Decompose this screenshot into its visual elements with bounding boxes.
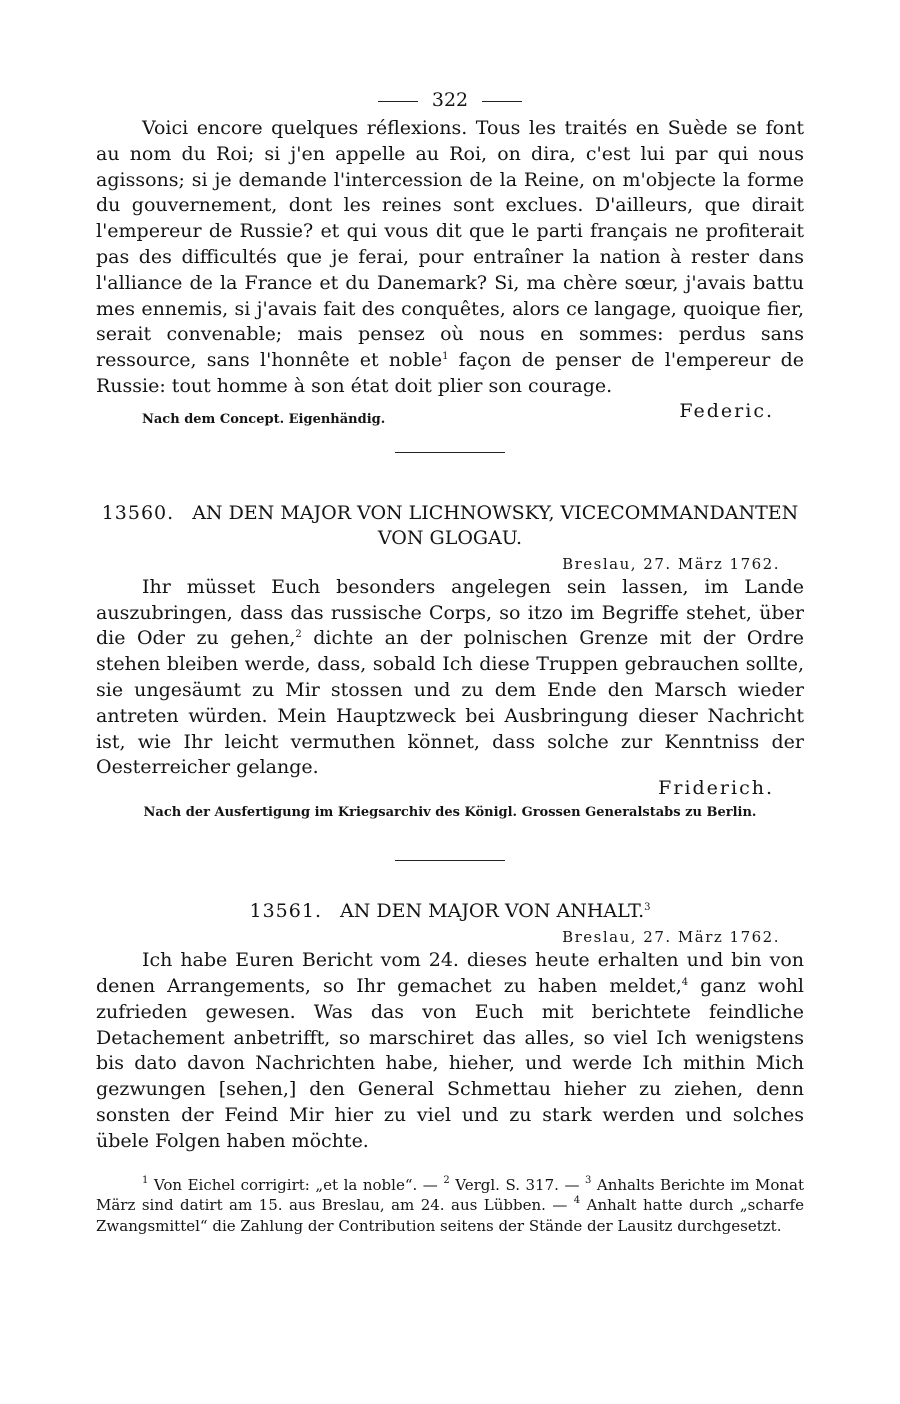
page-number: 322 — [431, 89, 469, 111]
letter-number: 13561. — [249, 900, 322, 923]
footnote-text: Von Eichel corrigirt: „et la noble“. — — [148, 1175, 444, 1194]
footnotes — [96, 1175, 804, 1237]
page-header — [96, 88, 804, 116]
signature: Federic. — [679, 399, 774, 422]
header-dash-left — [378, 101, 418, 102]
source-note: Nach der Ausfertigung im Kriegsarchiv des Königl. Grossen Generalstabs zu Berlin. — [143, 805, 757, 821]
letter-text-part: dichte an der polnischen Grenze mit der Ordre stehen bleiben werde, dass, sobald Ich diese Truppen gebrauchen sollte, sie ungesäumt zu Mir stossen und zu dem Ende den Marsch wieder antreten würden. Mein Hauptzweck bei Ausbringung dieser Nachricht ist, wie Ihr leicht vermuthen könnet, dass solche zur Kenntniss der Oesterreicher gelange. — [96, 627, 804, 779]
letter-text — [96, 575, 804, 781]
footnote-marker: 3 — [644, 902, 651, 914]
letter-number: 13560. — [101, 501, 175, 524]
letter-text-part: Ihr müsset Euch besonders angelegen sein lassen, im Lande auszubringen, dass das russische Corps, so itzo im Begriffe stehet, über die Oder zu gehen, — [96, 575, 804, 650]
letter-text — [96, 948, 804, 1154]
footnote-text: Anhalt hatte durch „scharfe Zwangsmittel“ die Zahlung der Contribution seitens der Stände der Lausitz durchgesetzt. — [96, 1196, 804, 1235]
footnote-marker: 1 — [442, 351, 449, 363]
footnote-marker: 3 — [584, 1174, 592, 1186]
letter-heading — [96, 501, 804, 551]
footnote-marker: 4 — [573, 1195, 581, 1207]
closing-line — [96, 777, 804, 800]
letter-date: Breslau, 27. März 1762. — [562, 554, 780, 573]
footnote-marker: 1 — [142, 1174, 149, 1186]
french-text-part: Voici encore quelques réflexions. Tous les traités en Suède se font au nom du Roi; si j'en appelle au Roi, on dira, c'est lui par qui nous agissons; si je demande l'intercession de la Reine, on m'objecte la forme du gouvernement, dont les reines sont exclues. D'ailleurs, que dirait l'empereur de Russie? et qui vous dit que le parti français ne profiterait pas des difficultés que je ferai, pour entraîner la nation à rester dans l'alliance de la France et du Danemark? Si, ma chère sœur, j'avais battu mes ennemis, si j'avais fait des conquêtes, alors ce langage, quoique fier, serait convenable; mais pensez où nous en sommes: perdus sans ressource, sans l'honnête et noble — [96, 117, 804, 372]
french-text-part: façon de penser de l'empereur de Russie: tout homme à son état doit plier son courage. — [96, 349, 804, 397]
footnote-text: Anhalts Berichte im Monat März sind datirt am 15. aus Breslau, am 24. aus Lübben. — — [96, 1175, 804, 1215]
footnote-marker: 4 — [681, 976, 689, 988]
signature: Friderich. — [658, 777, 774, 800]
footnote-marker: 2 — [295, 629, 302, 641]
footnote-text: Vergl. S. 317. — — [449, 1175, 585, 1194]
letter-heading — [96, 899, 804, 924]
letter-text-part: Ich habe Euren Bericht vom 24. dieses heute erhalten und bin von denen Arrangements, so Ihr gemachet zu haben meldet, — [96, 949, 804, 997]
section-divider — [395, 860, 505, 861]
letter-text-part: ganz wohl zufrieden gewesen. Was das von Euch mit berichtete feindliche Detachement anbetrifft, so marschiret das alles, so viel Ich wenigstens bis dato davon Nachrichten habe, hieher, und werde Ich mithin Mich gezwungen [sehen,] den General Schmettau hieher zu ziehen, denn sonsten der Feind Mir hier zu viel und zu stark werden und solches übele Folgen haben möchte. — [96, 974, 805, 1152]
letter-title: AN DEN MAJOR VON LICHNOWSKY, VICECOMMANDANTEN VON GLOGAU. — [192, 501, 799, 549]
section-divider — [395, 452, 505, 453]
source-note: Nach dem Concept. Eigenhändig. — [142, 411, 386, 427]
letter-date: Breslau, 27. März 1762. — [562, 928, 780, 947]
footnote-marker: 2 — [443, 1174, 450, 1186]
closing-line — [96, 399, 804, 427]
french-letter-text — [96, 116, 804, 400]
header-dash-right — [482, 101, 522, 102]
letter-title: AN DEN MAJOR VON ANHALT. — [339, 900, 645, 923]
document-page — [96, 88, 804, 1251]
